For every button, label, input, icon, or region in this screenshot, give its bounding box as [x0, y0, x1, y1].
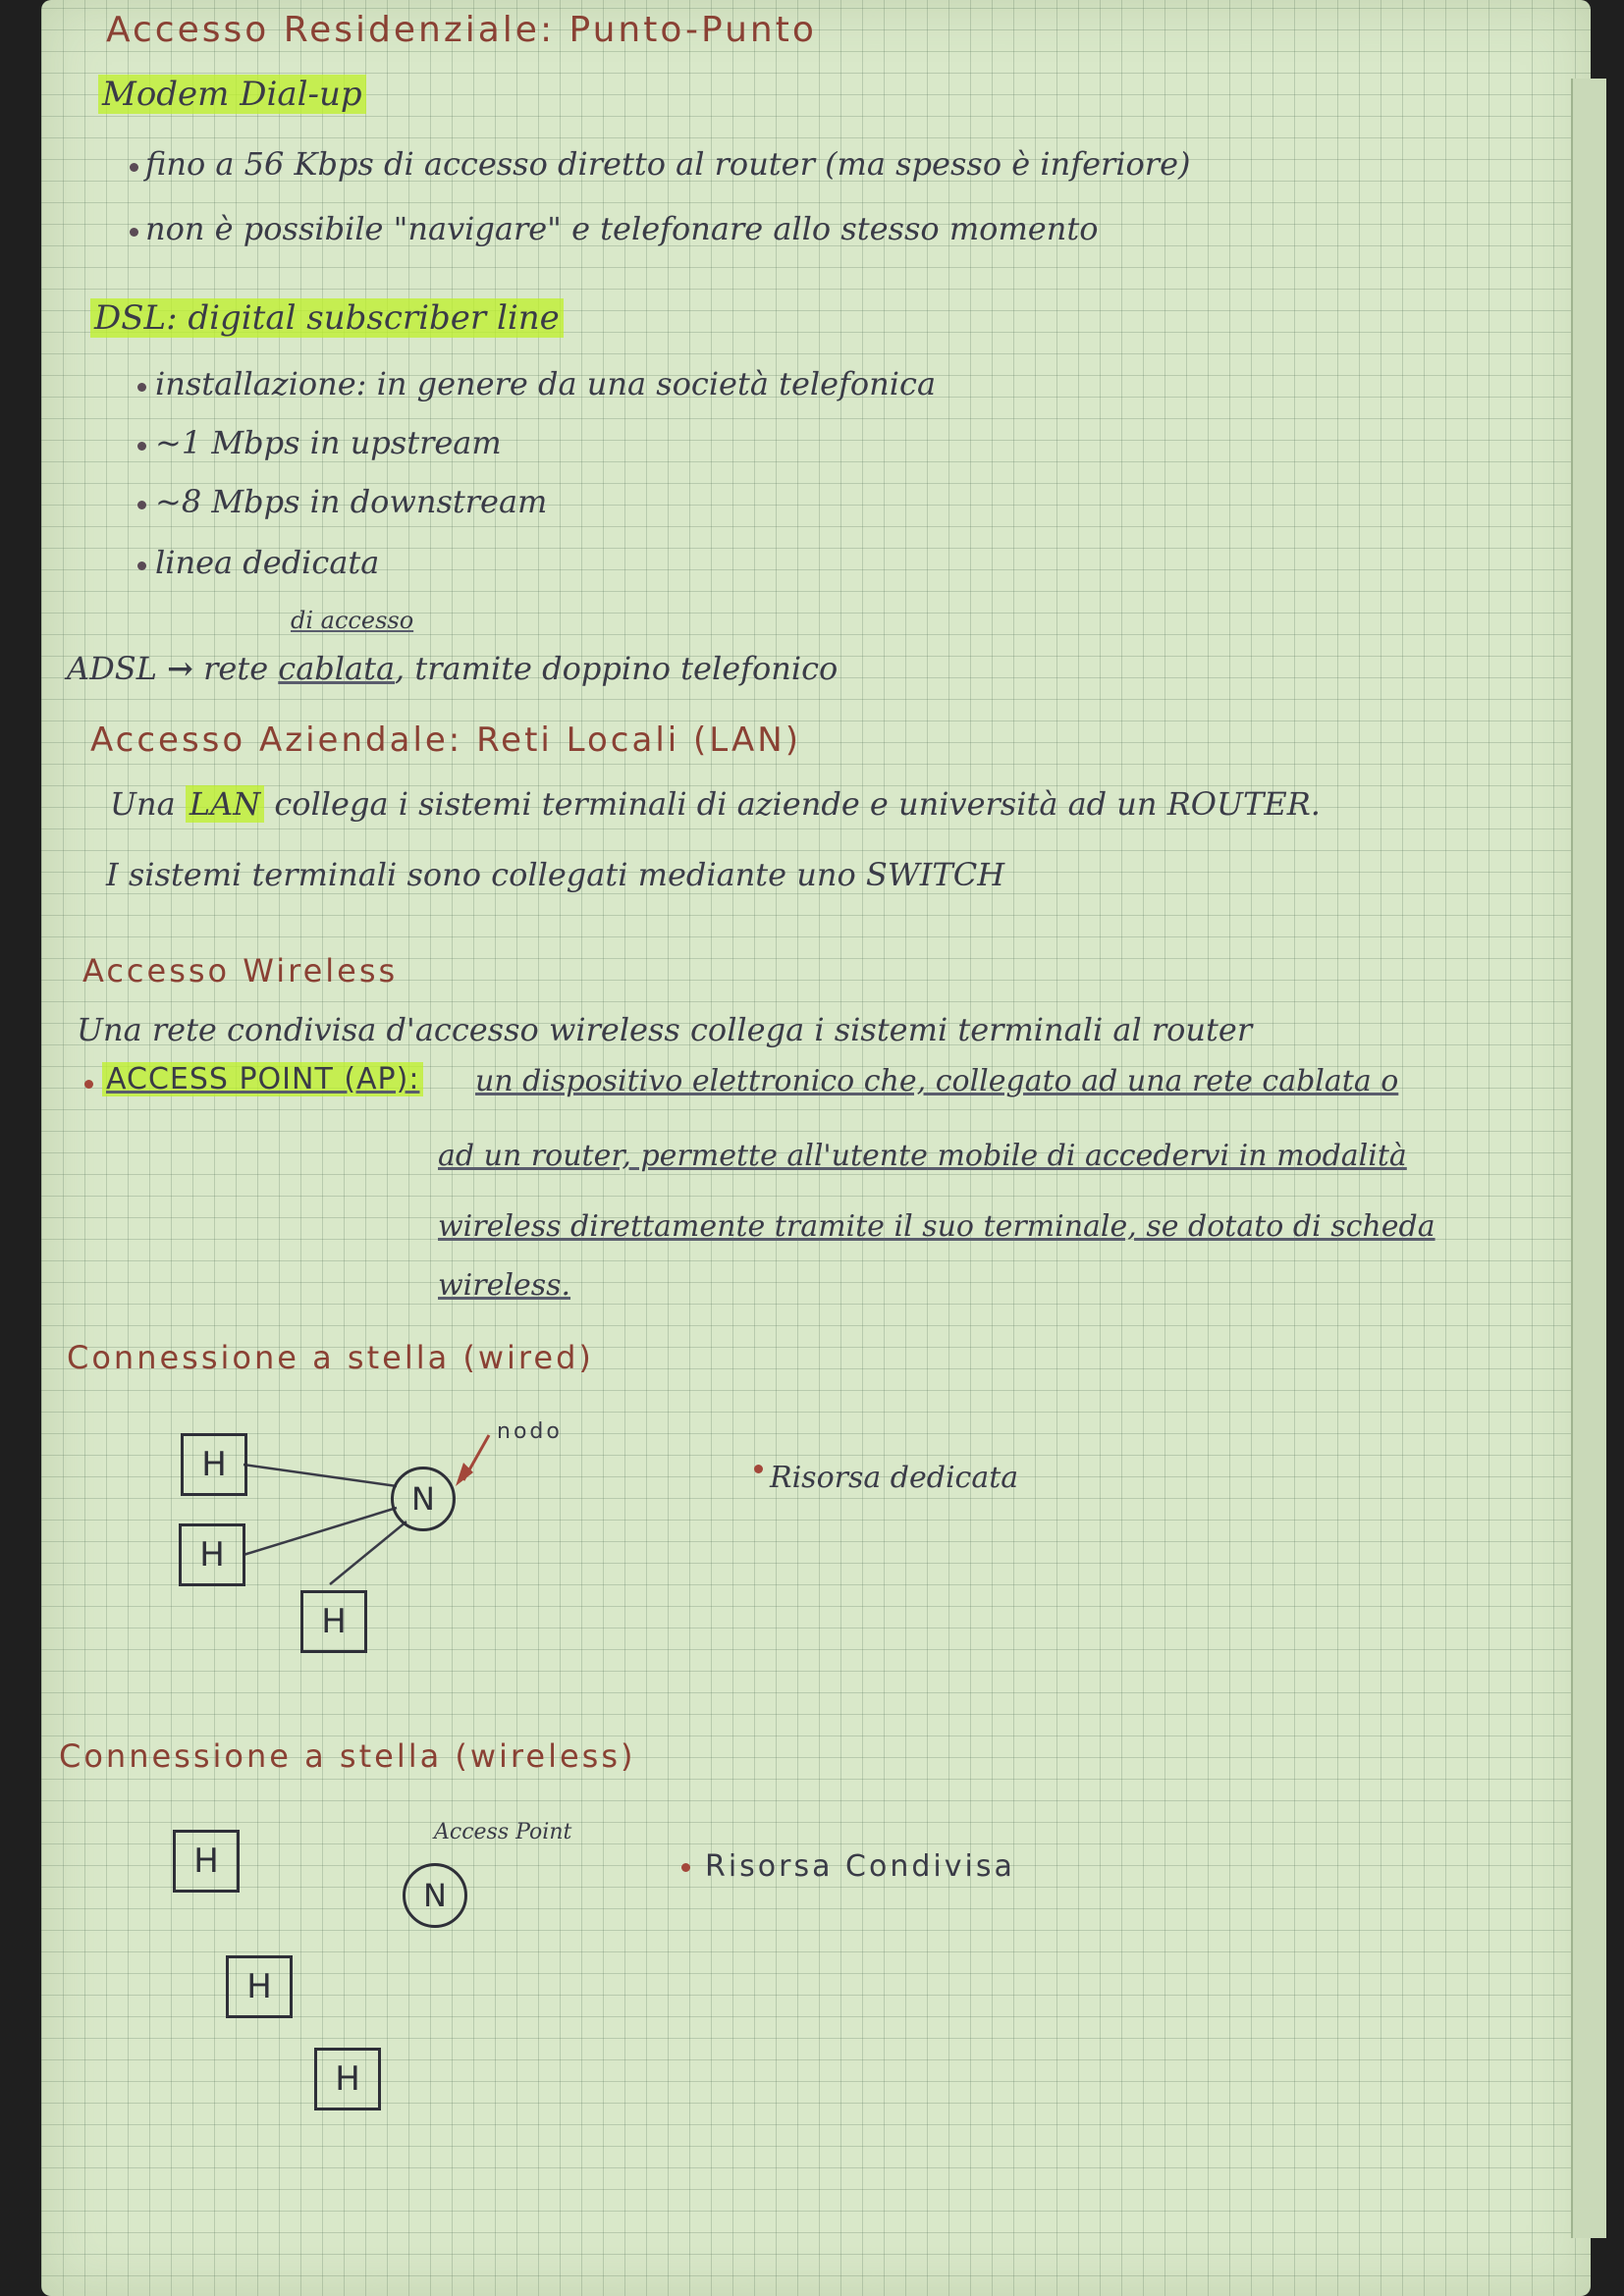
adsl-insertion: di accesso	[291, 607, 414, 634]
bullet	[137, 383, 146, 392]
lan-line-1: Una LAN collega i sistemi terminali di aziende e università ad un ROUTER.	[110, 785, 1321, 823]
adsl-rest: , tramite doppino telefonico	[395, 650, 839, 687]
bullet	[137, 442, 146, 451]
wireless-title: Accesso Wireless	[82, 952, 399, 989]
lan-line-2: I sistemi terminali sono collegati mediante uno SWITCH	[106, 856, 1005, 893]
ap-term: ACCESS POINT (AP):	[102, 1062, 423, 1096]
wireless-note: Risorsa Condivisa	[705, 1849, 1015, 1884]
dsl-heading: DSL: digital subscriber line	[90, 298, 564, 338]
node-callout: nodo	[497, 1419, 563, 1444]
access-point-caption: Access Point	[434, 1820, 572, 1844]
ap-def-2: ad un router, permette all'utente mobile di accedervi in modalità	[438, 1139, 1407, 1173]
host-box: H	[226, 1955, 293, 2018]
node-circle: N	[391, 1467, 456, 1531]
host-box: H	[179, 1523, 245, 1586]
modem-point-1: fino a 56 Kbps di accesso diretto al router (ma spesso è inferiore)	[145, 145, 1191, 183]
host-box: H	[314, 2048, 381, 2110]
dsl-point-3: ~8 Mbps in downstream	[155, 483, 548, 520]
bullet	[137, 501, 146, 509]
bullet	[130, 163, 138, 172]
wireless-line: Una rete condivisa d'accesso wireless collega i sistemi terminali al router	[77, 1011, 1253, 1048]
business-title: Accesso Aziendale: Reti Locali (LAN)	[90, 721, 801, 760]
adsl-cablata: cablata	[278, 650, 396, 687]
residential-title: Accesso Residenziale: Punto-Punto	[106, 10, 817, 50]
wireless-diagram-title: Connessione a stella (wireless)	[59, 1737, 636, 1775]
bullet	[754, 1465, 763, 1473]
wired-note: Risorsa dedicata	[770, 1461, 1019, 1495]
host-box: H	[181, 1433, 247, 1496]
ap-def-3: wireless direttamente tramite il suo terminale, se dotato di scheda	[438, 1209, 1435, 1244]
wired-diagram-title: Connessione a stella (wired)	[67, 1339, 594, 1376]
ap-def-1: un dispositivo elettronico che, collegato ad una rete cablata o	[475, 1064, 1399, 1098]
bullet	[84, 1080, 93, 1089]
host-box: H	[173, 1830, 240, 1893]
lan-highlight: LAN	[186, 785, 264, 823]
dsl-point-2: ~1 Mbps in upstream	[155, 424, 502, 461]
access-point-node: N	[403, 1863, 467, 1928]
dsl-point-4: linea dedicata	[155, 544, 380, 581]
bullet	[137, 561, 146, 570]
adsl-label: ADSL	[67, 650, 157, 687]
bullet	[130, 228, 138, 237]
adsl-line	[67, 650, 838, 687]
ap-def-4: wireless.	[438, 1268, 571, 1303]
adsl-rete: rete	[203, 650, 269, 687]
host-box: H	[300, 1590, 367, 1653]
adsl-arrow: →	[167, 650, 193, 687]
modem-point-2: non è possibile "navigare" e telefonare allo stesso momento	[145, 210, 1099, 247]
page-edge	[1571, 79, 1606, 2238]
modem-heading: Modem Dial-up	[98, 75, 366, 114]
dsl-point-1: installazione: in genere da una società telefonica	[155, 365, 937, 402]
bullet	[681, 1863, 690, 1872]
